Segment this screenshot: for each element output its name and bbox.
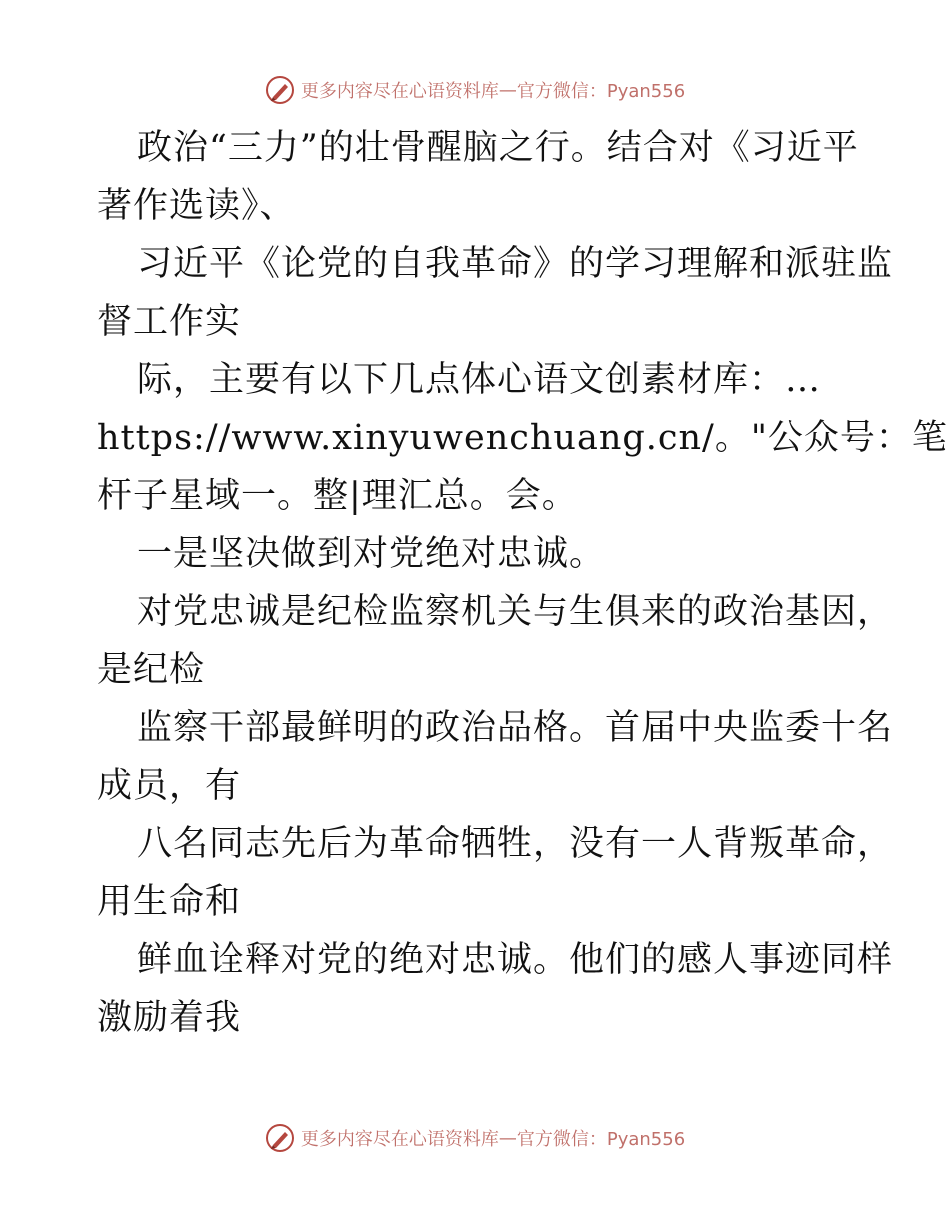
body-line: 一是坚决做到对党绝对忠诚。: [137, 534, 606, 574]
footer-brand-text: 更多内容尽在心语资料库: [300, 1129, 499, 1150]
header-separator: —: [498, 79, 517, 101]
document-body: [97, 119, 948, 1047]
footer-banner: [0, 1118, 950, 1158]
header-banner: [0, 70, 950, 110]
body-line-url: https://www.xinyuwenchuang.cn/。"公众号：笔: [97, 418, 948, 458]
body-line: 监察干部最鲜明的政治品格。首届中央监委十名: [137, 708, 894, 748]
body-line: 是纪检: [97, 650, 206, 690]
body-line: 政治“三力”的壮骨醒脑之行。结合对《习近平: [137, 128, 859, 168]
body-line: 八名同志先后为革命牺牲，没有一人背叛革命，: [137, 824, 894, 864]
body-line: 著作选读》、: [97, 186, 296, 226]
body-line: 际，主要有以下几点体心语文创素材库：…: [137, 360, 822, 400]
body-line: 督工作实: [97, 302, 242, 342]
body-line: 鲜血诠释对党的绝对忠诚。他们的感人事迹同样: [137, 940, 894, 980]
header-brand-text: 更多内容尽在心语资料库: [300, 81, 499, 102]
pen-logo-icon: [265, 75, 295, 105]
body-line: 用生命和: [97, 882, 242, 922]
footer-wechat-text: 官方微信：Pyan556: [516, 1129, 686, 1150]
body-line: 激励着我: [97, 998, 242, 1038]
body-line: 杆子星域一。整|理汇总。会。: [97, 476, 578, 516]
body-line: 习近平《论党的自我革命》的学习理解和派驻监: [137, 244, 894, 284]
body-line: 成员，有: [97, 766, 242, 806]
header-wechat-text: 官方微信：Pyan556: [516, 81, 686, 102]
pen-logo-icon: [265, 1123, 295, 1153]
footer-separator: —: [498, 1127, 517, 1149]
body-line: 对党忠诚是纪检监察机关与生俱来的政治基因，: [137, 592, 894, 632]
